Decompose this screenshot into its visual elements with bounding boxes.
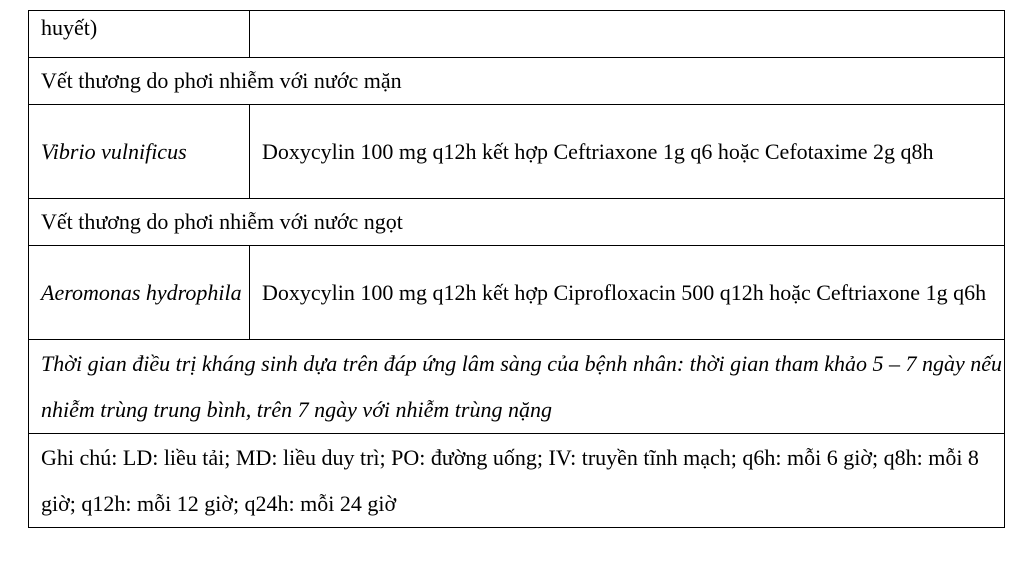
section-header-freshwater	[29, 199, 1005, 246]
organism-cell	[29, 11, 250, 58]
table-row	[29, 199, 1005, 246]
organism-cell	[29, 105, 250, 199]
abbreviation-note-text: Ghi chú: LD: liều tải; MD: liều duy trì; PO: đường uống; IV: truyền tĩnh mạch; q6h: mỗi 6 giờ; q8h: mỗi 8 giờ; q12h: mỗi 12 giờ; q24h: mỗi 24 giờ	[41, 444, 979, 516]
duration-note-text: Thời gian điều trị kháng sinh dựa trên đáp ứng lâm sàng của bệnh nhân: thời gian tham khảo 5 – 7 ngày nếu nhiễm trùng trung bình, trên 7 ngày với nhiễm trùng nặng	[41, 350, 1003, 422]
regimen-cell	[250, 246, 1005, 340]
regimen-cell	[250, 11, 1005, 58]
section-header-text: Vết thương do phơi nhiễm với nước ngọt	[41, 209, 403, 234]
table-row	[29, 340, 1005, 434]
table-row	[29, 246, 1005, 340]
organism-text: Aeromonas hydrophila	[41, 279, 242, 305]
regimen-cell	[250, 105, 1005, 199]
table-row	[29, 58, 1005, 105]
section-header-text: Vết thương do phơi nhiễm với nước mặn	[41, 68, 402, 93]
organism-text: Vibrio vulnificus	[41, 138, 187, 164]
abbreviation-note	[29, 434, 1005, 528]
organism-cell	[29, 246, 250, 340]
antibiotic-table	[28, 10, 1005, 528]
organism-text: huyết)	[41, 15, 98, 40]
regimen-text: Doxycylin 100 mg q12h kết hợp Ciprofloxacin 500 q12h hoặc Ceftriaxone 1g q6h	[262, 279, 987, 305]
table-row	[29, 11, 1005, 58]
table-row	[29, 105, 1005, 199]
section-header-saltwater	[29, 58, 1005, 105]
duration-note	[29, 340, 1005, 434]
regimen-text: Doxycylin 100 mg q12h kết hợp Ceftriaxone 1g q6 hoặc Cefotaxime 2g q8h	[262, 138, 934, 164]
table-row	[29, 434, 1005, 528]
